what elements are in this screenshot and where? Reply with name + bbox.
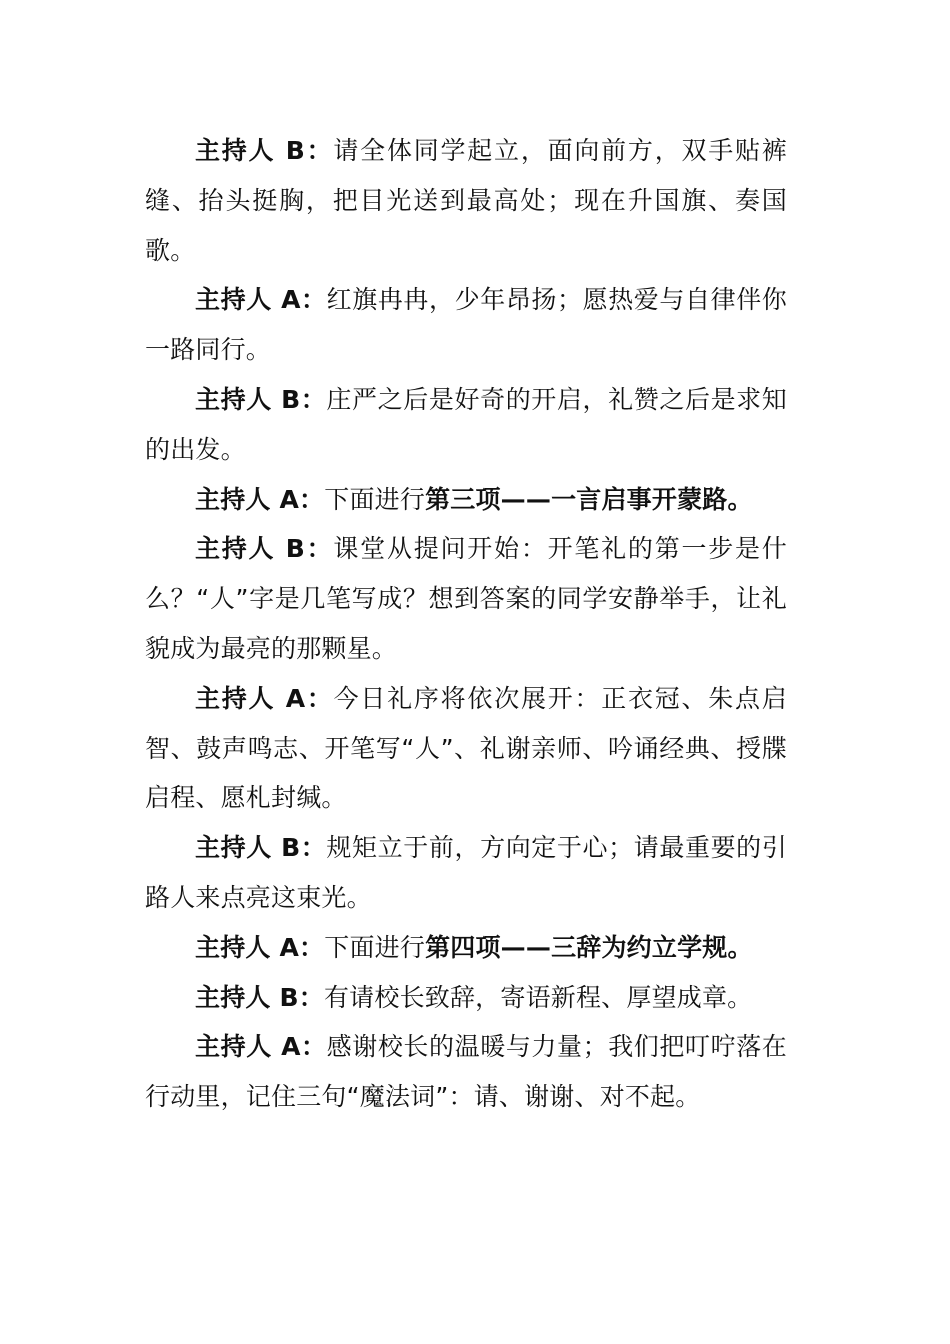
speaker-label: 主持人 B： bbox=[195, 534, 334, 564]
paragraph-text: 有请校长致辞，寄语新程、厚望成章。 bbox=[323, 982, 753, 1012]
paragraph bbox=[145, 524, 787, 673]
speaker-label: 主持人 A： bbox=[195, 683, 334, 713]
paragraph-text: 今日礼序将依次展开：正衣冠、朱点启智、鼓声鸣志、开笔写“人”、礼谢亲师、吟诵经典、授牒启程、愿札封缄。 bbox=[145, 683, 787, 813]
paragraph bbox=[145, 1022, 787, 1122]
paragraph-text: 红旗冉冉，少年昂扬；愿热爱与自律伴你一路同行。 bbox=[145, 285, 787, 365]
speaker-label: 主持人 B： bbox=[195, 982, 324, 1012]
paragraph bbox=[145, 674, 787, 823]
paragraph-text: 规矩立于前，方向定于心；请最重要的引路人来点亮这束光。 bbox=[145, 833, 787, 912]
paragraph-text: 感谢校长的温暖与力量；我们把叮咛落在行动里，记住三句“魔法词”：请、谢谢、对不起。 bbox=[145, 1032, 787, 1112]
speaker-label: 主持人 B： bbox=[195, 136, 334, 165]
speaker-label: 主持人 A： bbox=[195, 932, 325, 962]
paragraph-text: 下面进行 bbox=[324, 932, 426, 962]
paragraph bbox=[145, 275, 787, 375]
paragraph bbox=[145, 973, 787, 1023]
paragraph-text: 庄严之后是好奇的开启，礼赞之后是求知的出发。 bbox=[145, 384, 787, 464]
program-item-title: 第四项——三辞为约立学规。 bbox=[425, 932, 753, 962]
program-item-title: 第三项——一言启事开蒙路。 bbox=[425, 484, 753, 514]
paragraph bbox=[145, 375, 787, 475]
paragraph bbox=[145, 923, 787, 973]
paragraph bbox=[145, 475, 787, 525]
paragraph bbox=[145, 126, 787, 275]
paragraph-text: 课堂从提问开始：开笔礼的第一步是什么？“人”字是几笔写成？想到答案的同学安静举手，让礼貌成为最亮的那颗星。 bbox=[145, 534, 787, 663]
paragraph-text: 请全体同学起立，面向前方，双手贴裤缝、抬头挺胸，把目光送到最高处；现在升国旗、奏国歌。 bbox=[145, 136, 787, 265]
speaker-label: 主持人 A： bbox=[195, 1032, 327, 1062]
speaker-label: 主持人 A： bbox=[195, 484, 325, 514]
speaker-label: 主持人 B： bbox=[195, 833, 327, 863]
speaker-label: 主持人 B： bbox=[195, 384, 327, 414]
script-body bbox=[145, 126, 787, 1122]
paragraph-text: 下面进行 bbox=[324, 484, 426, 514]
paragraph bbox=[145, 823, 787, 923]
speaker-label: 主持人 A： bbox=[195, 285, 327, 315]
